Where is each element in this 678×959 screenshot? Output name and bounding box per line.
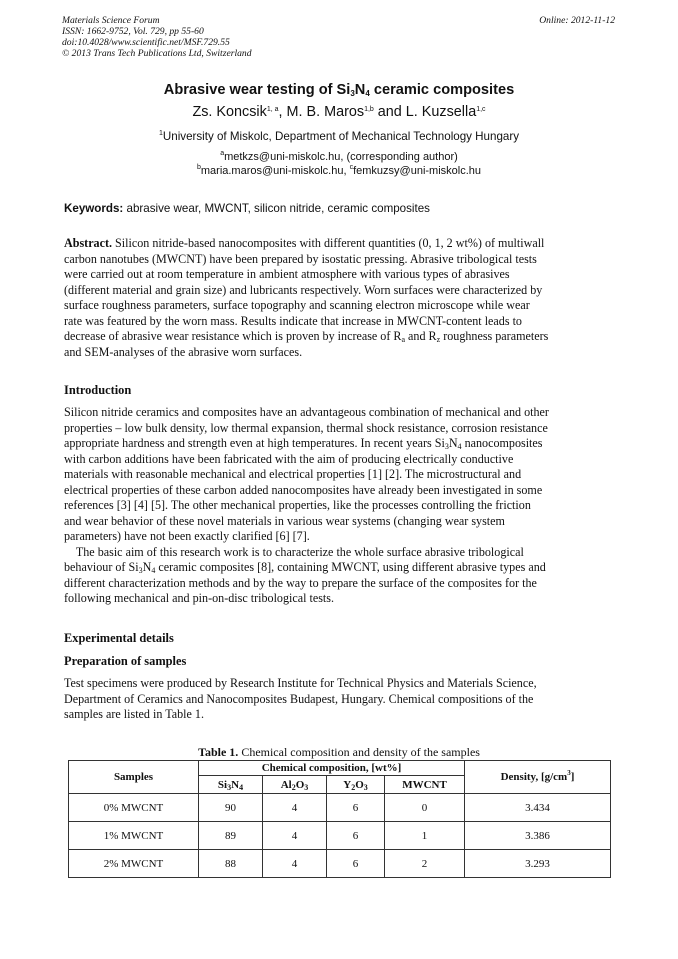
doi-line: doi:10.4028/www.scientific.net/MSF.729.55	[62, 37, 230, 48]
cell-sample: 2% MWCNT	[69, 850, 199, 878]
table-row	[69, 794, 611, 822]
author-name: , M. B. Maros	[278, 104, 365, 120]
journal-header	[62, 15, 252, 59]
cell-y2o3: 6	[327, 822, 385, 850]
table-caption: Table 1. Chemical composition and density of the samples	[198, 745, 480, 759]
cell-y2o3: 6	[327, 794, 385, 822]
author-name: and L. Kuzsella	[373, 104, 477, 120]
cell-y2o3: 6	[327, 850, 385, 878]
cell-sample: 1% MWCNT	[69, 822, 199, 850]
journal-name: Materials Science Forum	[62, 15, 160, 26]
author-name: Zs. Koncsik	[192, 104, 267, 120]
email-line: $^a$metkzs@uni-miskolc.hu, (corresponding author)	[220, 150, 458, 163]
cell-si3n4: 88	[199, 850, 263, 878]
keywords: Keywords: abrasive wear, MWCNT, silicon nitride, ceramic composites	[64, 202, 430, 215]
paper-title: Abrasive wear testing of $Si_3N_4$ ceramic composites	[163, 82, 515, 98]
header-density: Density, $[g/cm^3]$	[465, 761, 611, 794]
subsection-heading-preparation: Preparation of samples	[64, 654, 187, 668]
section-heading-introduction: Introduction	[64, 383, 132, 397]
experimental-text: Test specimens were produced by Research Institute for Technical Physics and Materials Science, Department of Ceramics and Nanocomposites Budapest, Hungary. Chemical compositions of the samples are listed in Table 1.	[64, 676, 537, 721]
copyright-line: © 2013 Trans Tech Publications Ltd, Switzerland	[62, 48, 252, 59]
affiliation: $^1$University of Miskolc, Department of Mechanical Technology Hungary	[158, 130, 520, 143]
header-chemical-composition: Chemical composition, [wt%]	[199, 761, 465, 776]
abstract-label: Abstract.	[64, 236, 113, 250]
author-list: Zs. Koncsik$^{1, a}$, M. B. Maros$^{1,b}$ and L. Kuzsella$^{1,c}$	[192, 104, 486, 120]
cell-density: 3.386	[465, 822, 611, 850]
abstract: Abstract. Silicon nitride-based nanocomposites with different quantities (0, 1, 2 wt%) of multiwall carbon nanotubes (MWCNT) have been prepared by isostatic pressing. Abrasive tribological tests were carried out at room temperature in ambient atmosphere with various types of abrasives (different material and grain size) and lubricants respectively. Worn surfaces were characterized by surface roughness parameters, surface topography and scanning electron microscope while wear rate was featured by the worn mass. Results indicate that increase in MWCNT-content leads to decrease of abrasive wear resistance which is proven by increase of $R_a$ and $R_z$ roughness parameters and SEM-analyses of the abrasive worn surfaces.	[64, 236, 549, 359]
cell-density: 3.434	[465, 794, 611, 822]
cell-al2o3: 4	[263, 794, 327, 822]
header-al2o3: $Al_2O_3$	[263, 776, 327, 794]
header-y2o3: $Y_2O_3$	[327, 776, 385, 794]
cell-sample: 0% MWCNT	[69, 794, 199, 822]
cell-mwcnt: 1	[385, 822, 465, 850]
cell-mwcnt: 2	[385, 850, 465, 878]
composition-table	[68, 760, 611, 878]
issn-line: ISSN: 1662-9752, Vol. 729, pp 55-60	[62, 26, 204, 37]
online-date: Online: 2012-11-12	[539, 15, 615, 26]
keywords-label: Keywords:	[64, 202, 124, 215]
cell-al2o3: 4	[263, 850, 327, 878]
section-heading-experimental: Experimental details	[64, 631, 174, 645]
cell-density: 3.293	[465, 850, 611, 878]
header-samples: Samples	[69, 761, 199, 794]
header-si3n4: $Si_3N_4$	[199, 776, 263, 794]
table-row	[69, 850, 611, 878]
cell-mwcnt: 0	[385, 794, 465, 822]
cell-si3n4: 90	[199, 794, 263, 822]
email-line: $^b$maria.maros@uni-miskolc.hu, $^c$femkuzsy@uni-miskolc.hu	[196, 164, 482, 177]
table-row	[69, 822, 611, 850]
cell-al2o3: 4	[263, 822, 327, 850]
introduction-text: Silicon nitride ceramics and composites have an advantageous combination of mechanical and other properties – low bulk density, low thermal expansion, thermal shock resistance, corrosion resistance appropriate hardness and strength even at high temperatures. In recent years $Si_3N_4$ nanocomposites with carbon additions have been fabricated with the aim of producing electrically conductive materials with reasonable mechanical and electrical properties [1] [2]. The microstructural and electrical properties of these carbon added nanocomposites have already been investigated in some references [3] [4] [5]. The other mechanical properties, like the processes controlling the friction and wear behavior of these novel materials in various wear systems (changing wear system parameters) have not been exactly clarified [6] [7]. The basic aim of this research work is to characterize the whole surface abrasive tribological behaviour of $Si_3N_4$ ceramic composites [8], containing MWCNT, using different abrasive types and different characterization methods and by the way to prepare the surface of the composites for the following mechanical and pin-on-disc tribological tests.	[64, 405, 549, 605]
cell-si3n4: 89	[199, 822, 263, 850]
header-mwcnt: MWCNT	[385, 776, 465, 794]
author-emails	[0, 150, 678, 178]
